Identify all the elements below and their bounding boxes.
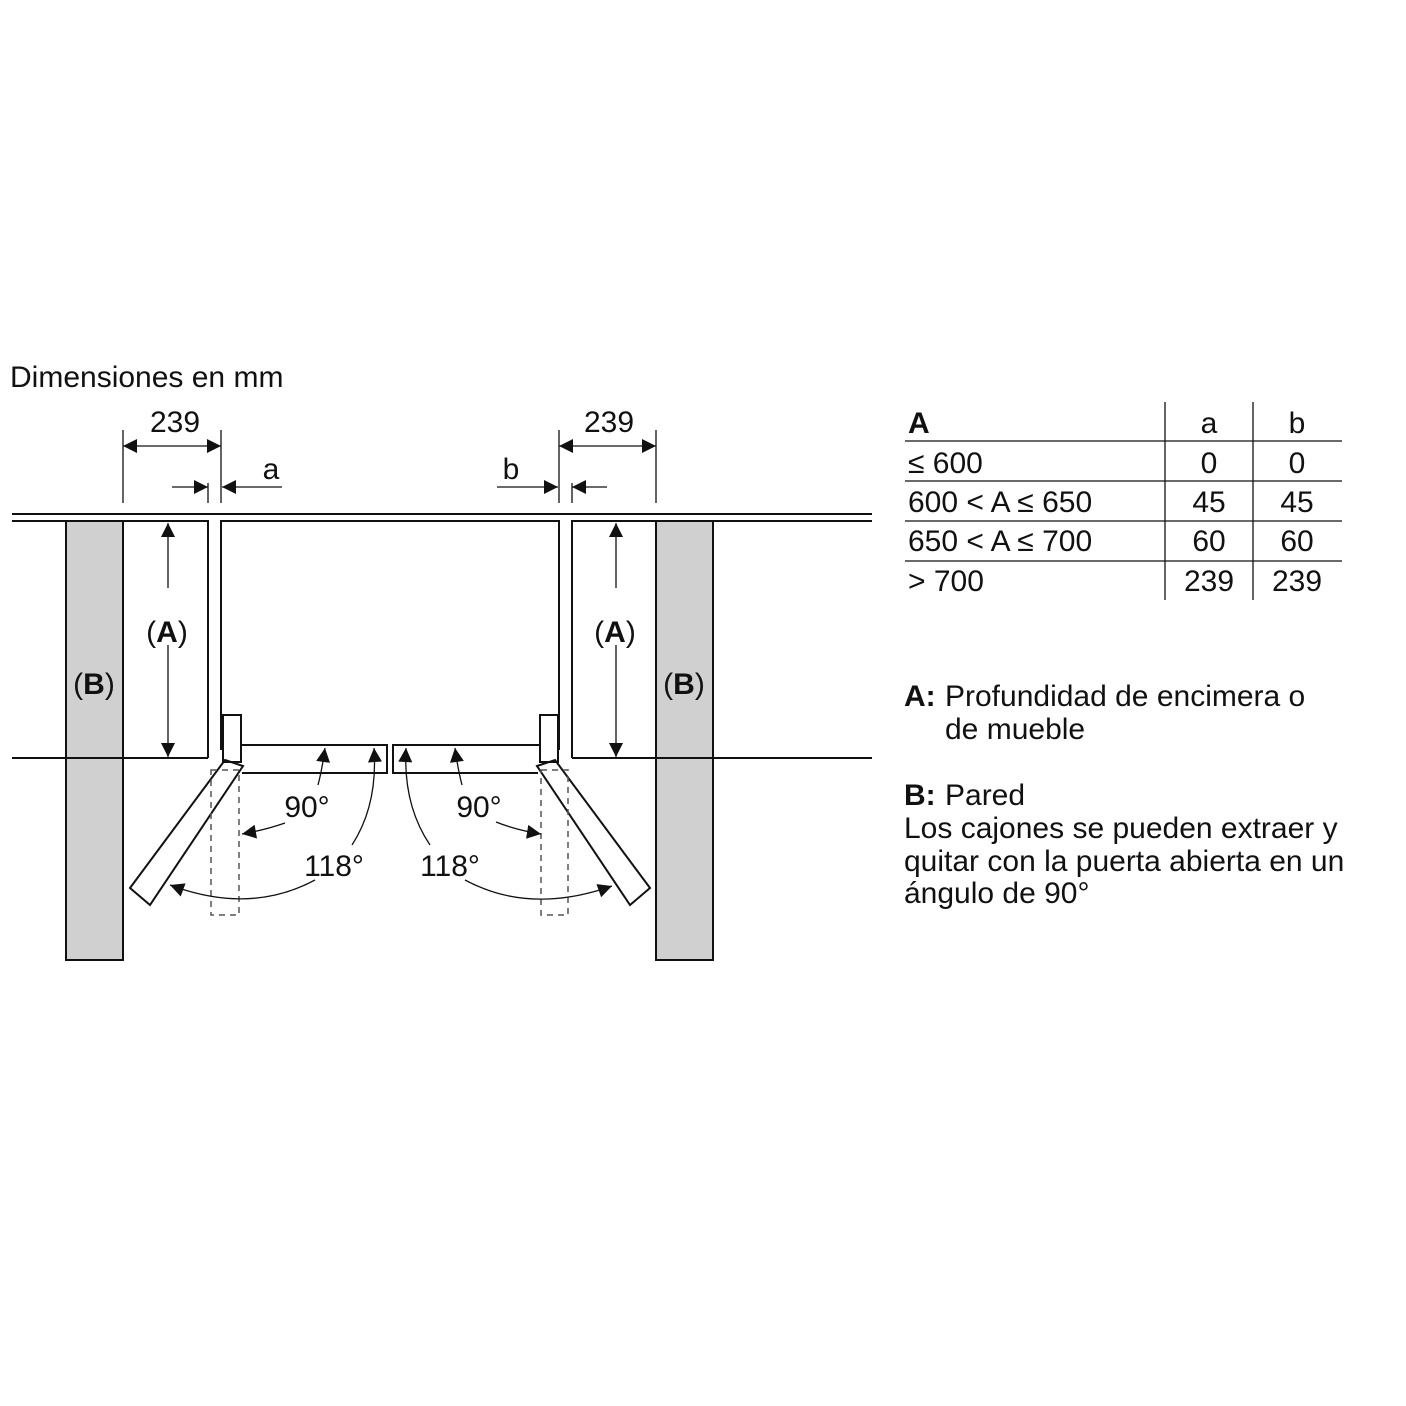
hinge-right [540, 715, 558, 762]
svg-text:239: 239 [1271, 565, 1323, 598]
svg-text:≤ 600: ≤ 600 [908, 447, 983, 480]
depth-A-right [594, 523, 636, 757]
svg-text:Pared: Pared [945, 779, 1026, 812]
svg-text:> 700: > 700 [908, 565, 984, 598]
svg-text:239: 239 [1183, 565, 1235, 598]
wall-B-left-label: (B) [73, 668, 115, 701]
angle-90-left: 90° [284, 791, 330, 824]
gap-b-label: b [502, 453, 520, 486]
angle-118-left: 118° [304, 850, 364, 883]
drawer-left [241, 745, 387, 773]
svg-text:45: 45 [1192, 486, 1226, 519]
wall-right [656, 521, 713, 960]
dimension-239-right: 239 [583, 406, 635, 439]
wall-left [66, 521, 123, 960]
countertop [12, 514, 872, 758]
clearance-table [905, 402, 1342, 600]
dimension-239-left: 239 [149, 406, 201, 439]
svg-text:de mueble: de mueble [945, 713, 1086, 746]
dimension-left [123, 406, 282, 503]
angle-118-right: 118° [420, 850, 480, 883]
table-row [908, 565, 1322, 598]
svg-text:60: 60 [1192, 525, 1226, 558]
note-line: ángulo de 90° [904, 877, 1090, 910]
svg-text:600 < A ≤ 650: 600 < A ≤ 650 [908, 486, 1093, 519]
legend-A-key: A: [904, 680, 936, 713]
svg-text:0: 0 [1288, 447, 1306, 480]
dimensions-title: Dimensiones en mm [10, 361, 284, 394]
hinge-left [223, 715, 241, 762]
gap-a-label: a [262, 453, 280, 486]
note-line: quitar con la puerta abierta en un [904, 845, 1345, 878]
door-left-open [130, 760, 243, 905]
depth-A-left [146, 523, 188, 757]
legend [904, 680, 1344, 910]
note-line: Los cajones se pueden extraer y [904, 812, 1338, 845]
table-row [908, 447, 1305, 480]
svg-text:Profundidad de encimera o: Profundidad de encimera o [945, 680, 1306, 713]
angle-90-right: 90° [456, 791, 502, 824]
dimension-right [497, 406, 656, 503]
svg-text:(A): (A) [146, 616, 188, 649]
legend-B-key: B: [904, 779, 936, 812]
table-header-b: b [1288, 407, 1306, 440]
svg-text:(A): (A) [594, 616, 636, 649]
wall-B-right-label: (B) [663, 668, 705, 701]
table-header-A: A [908, 407, 930, 440]
table-header-a: a [1200, 407, 1218, 440]
door-right-open [537, 760, 650, 905]
svg-text:0: 0 [1200, 447, 1218, 480]
svg-text:60: 60 [1280, 525, 1314, 558]
svg-text:650 < A ≤ 700: 650 < A ≤ 700 [908, 525, 1093, 558]
svg-text:45: 45 [1280, 486, 1314, 519]
drawer-right [393, 745, 539, 773]
